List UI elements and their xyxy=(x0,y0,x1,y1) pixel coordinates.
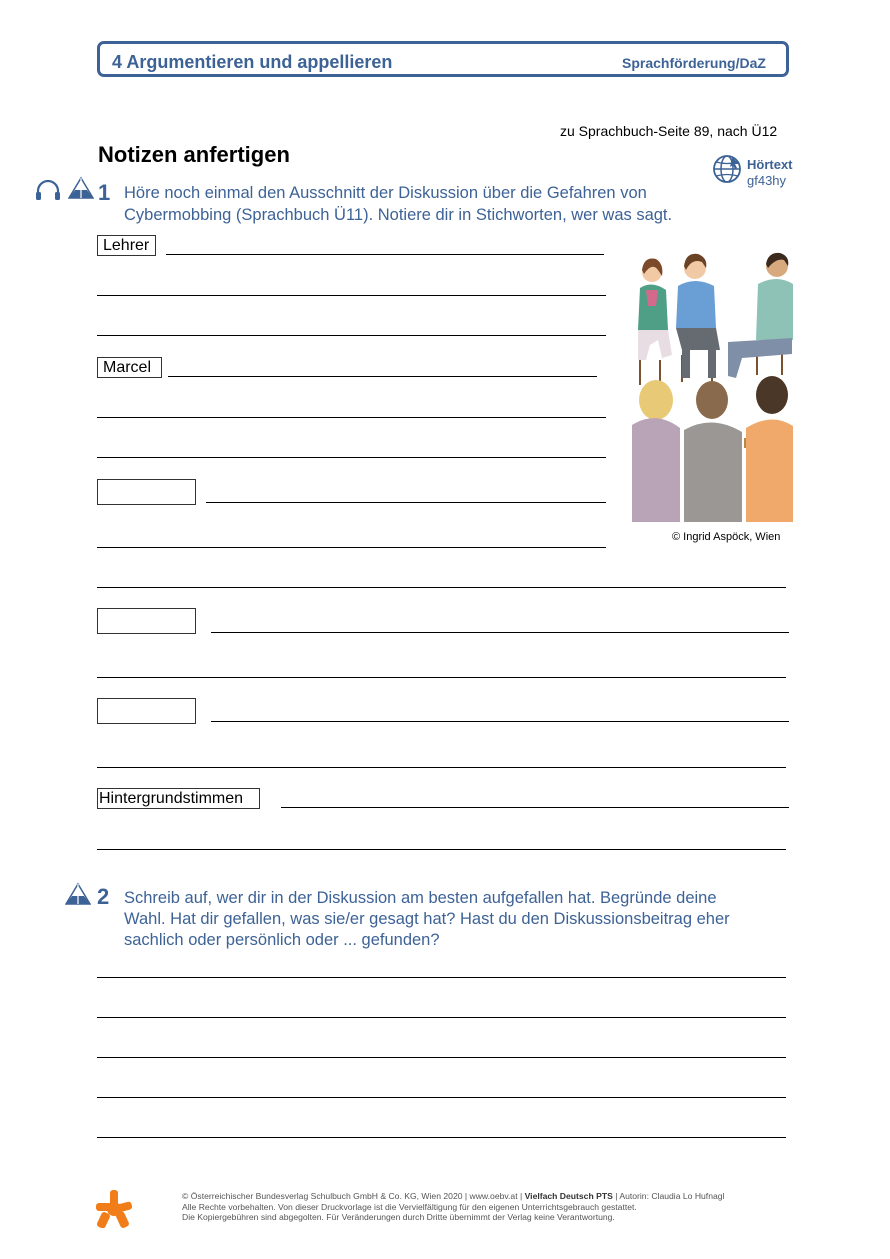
task-2-number: 2 xyxy=(97,884,110,909)
hoertext-label: Hörtext xyxy=(747,157,793,172)
speaker-label-hintergrundstimmen: Hintergrundstimmen xyxy=(97,788,260,809)
speaker-name-box-empty[interactable] xyxy=(97,608,196,634)
footer-line-1-suffix: | Autorin: Claudia Lo Hufnagl xyxy=(612,1191,725,1201)
writing-line[interactable] xyxy=(97,1057,786,1058)
footer-book-title: Vielfach Deutsch PTS xyxy=(524,1191,613,1201)
speaker-name-box-empty[interactable] xyxy=(97,698,196,724)
task-1-instruction-line-2: Cybermobbing (Sprachbuch Ü11). Notiere dir in Stichworten, wer was sagt. xyxy=(124,206,673,224)
chapter-tag: Sprachförderung/DaZ xyxy=(622,55,766,71)
writing-line[interactable] xyxy=(97,335,606,336)
hoertext-code[interactable]: gf43hy xyxy=(747,173,787,188)
task-2-instruction-line-1: Schreib auf, wer dir in der Diskussion am besten aufgefallen hat. Begründe deine xyxy=(124,889,717,907)
writing-line[interactable] xyxy=(97,677,786,678)
headphones-icon xyxy=(34,178,62,202)
writing-line[interactable] xyxy=(97,977,786,978)
writing-line[interactable] xyxy=(97,295,606,296)
speaker-label-marcel: Marcel xyxy=(97,357,162,378)
writing-line[interactable] xyxy=(97,1137,786,1138)
textbook-reference: zu Sprachbuch-Seite 89, nach Ü12 xyxy=(560,123,778,139)
writing-line[interactable] xyxy=(97,849,786,850)
speaker-label-lehrer: Lehrer xyxy=(97,235,156,256)
task-1-number: 1 xyxy=(98,180,111,205)
footer-line-3: Die Kopiergebühren sind abgegolten. Für Veränderungen durch Dritte übernimmt der Verlag keine Verantwortung. xyxy=(182,1212,615,1222)
writing-line[interactable] xyxy=(97,767,786,768)
discussion-group-illustration xyxy=(632,250,793,522)
writing-line[interactable] xyxy=(206,502,606,503)
footer-line-2: Alle Rechte vorbehalten. Von dieser Druckvorlage ist die Vervielfältigung für den eigenen Unterrichtsgebrauch gestattet. xyxy=(182,1201,637,1212)
writing-line[interactable] xyxy=(97,417,606,418)
writing-line[interactable] xyxy=(97,547,606,548)
writing-line[interactable] xyxy=(97,457,606,458)
writing-line[interactable] xyxy=(97,1017,786,1018)
task-2-instruction-line-2: Wahl. Hat dir gefallen, was sie/er gesagt hat? Hast du den Diskussionsbeitrag eher xyxy=(124,910,730,928)
writing-line[interactable] xyxy=(211,632,789,633)
footer-copyright xyxy=(182,1191,724,1223)
writing-line[interactable] xyxy=(168,376,597,377)
speaker-name-box-empty[interactable] xyxy=(97,479,196,505)
chapter-title: 4 Argumentieren und appellieren xyxy=(112,52,393,72)
writing-line[interactable] xyxy=(97,1097,786,1098)
publisher-logo xyxy=(96,1190,132,1228)
task-2-instruction-line-3: sachlich oder persönlich oder ... gefunden? xyxy=(124,931,440,949)
task-1-instruction-line-1: Höre noch einmal den Ausschnitt der Diskussion über die Gefahren von xyxy=(124,184,647,202)
difficulty-level-icon xyxy=(65,882,91,906)
footer-line-1-prefix: © Österreichischer Bundesverlag Schulbuch GmbH & Co. KG, Wien 2020 | www.oebv.at | xyxy=(182,1191,525,1201)
writing-line[interactable] xyxy=(166,254,604,255)
writing-line[interactable] xyxy=(97,587,786,588)
page-title: Notizen anfertigen xyxy=(98,142,290,167)
writing-line[interactable] xyxy=(211,721,789,722)
difficulty-level-icon xyxy=(68,176,94,200)
image-credit: © Ingrid Aspöck, Wien xyxy=(672,531,781,543)
globe-icon[interactable] xyxy=(712,154,742,184)
writing-line[interactable] xyxy=(281,807,789,808)
